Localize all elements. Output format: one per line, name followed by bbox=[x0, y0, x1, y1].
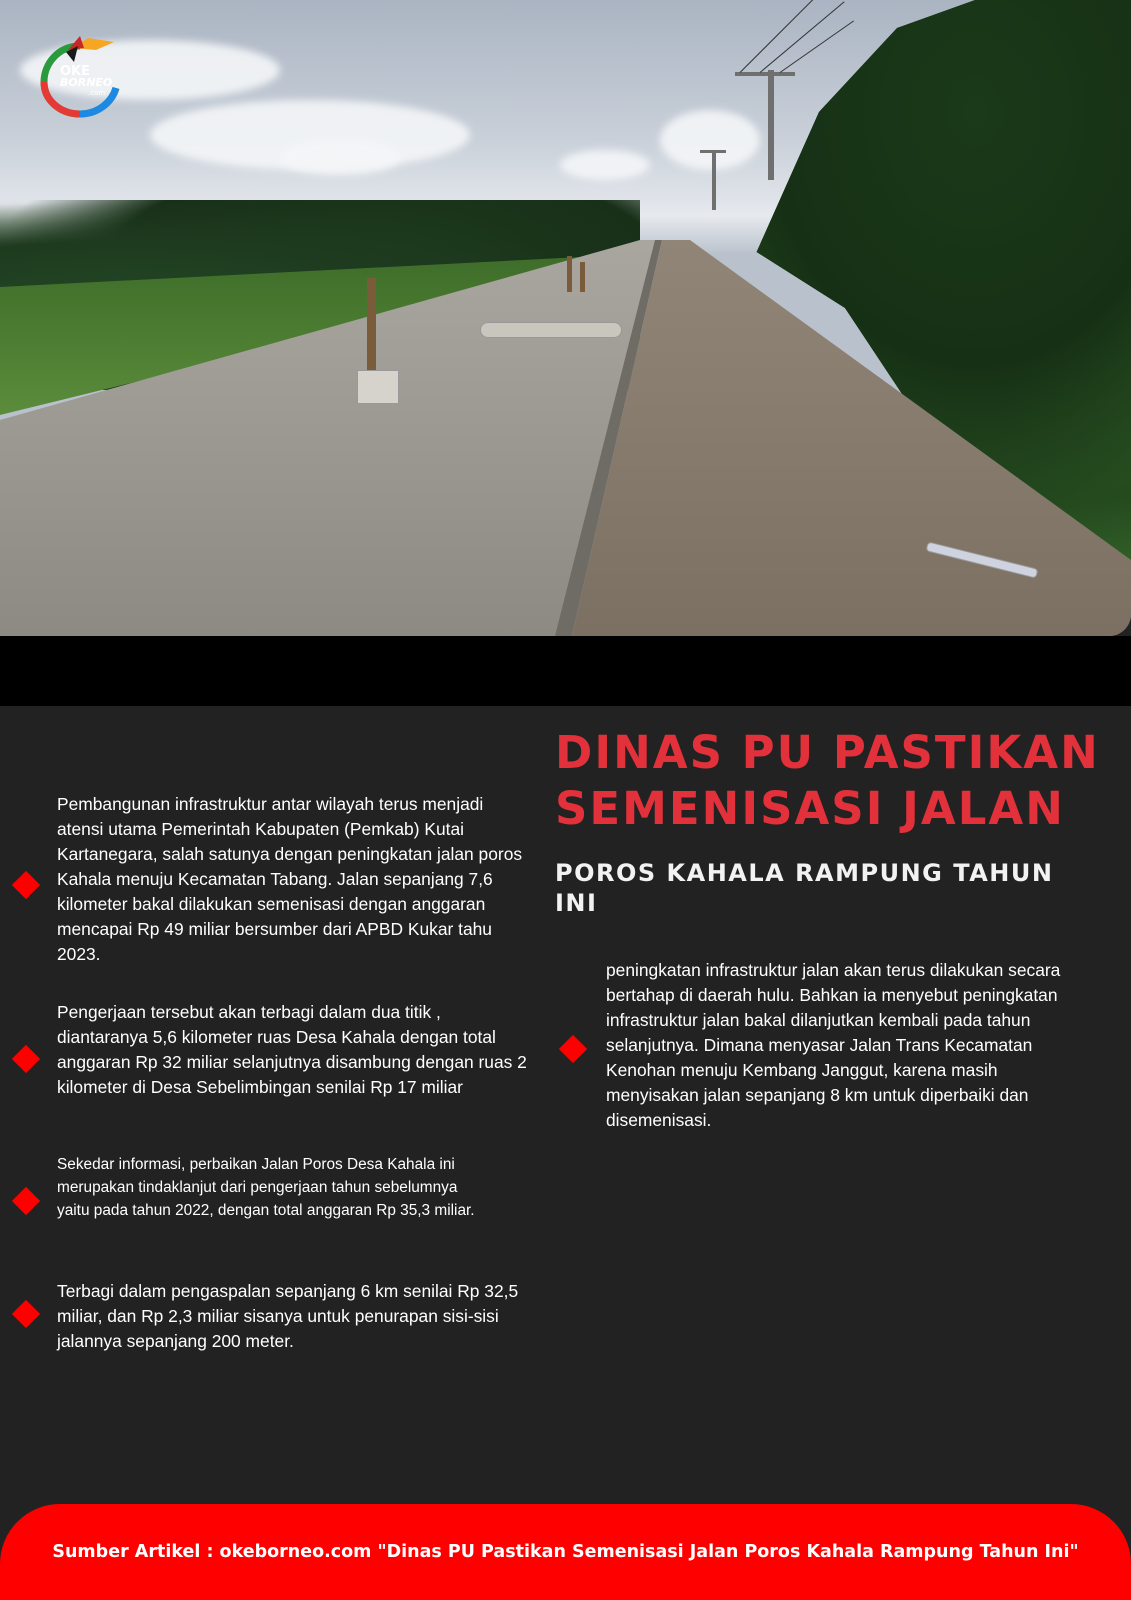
headline-line-2: SEMENISASI JALAN bbox=[555, 782, 1065, 835]
divider-band bbox=[0, 636, 1131, 706]
road-construction-photo bbox=[0, 0, 1131, 636]
logo-text-oke: OKE bbox=[60, 64, 91, 79]
diamond-bullet-icon bbox=[12, 1187, 40, 1215]
paragraph-2: Pengerjaan tersebut akan terbagi dalam dua titik , diantaranya 5,6 kilometer ruas Desa Kahala dengan total anggaran Rp 32 miliar selanjutnya disambung dengan ruas 2 kilometer di Desa Sebelimbingan senilai Rp 17 miliar bbox=[57, 1002, 527, 1097]
logo-text-com: .com bbox=[88, 89, 106, 97]
diamond-bullet-icon bbox=[12, 871, 40, 899]
headline-line-1: DINAS PU PASTIKAN bbox=[555, 726, 1100, 779]
paragraph-3: Sekedar informasi, perbaikan Jalan Poros Desa Kahala ini merupakan tindaklanjut dari pengerjaan tahun sebelumnya yaitu pada tahun 2022, dengan total anggaran Rp 35,3 miliar. bbox=[57, 1156, 475, 1219]
source-citation: Sumber Artikel : okeborneo.com "Dinas PU Pastikan Semenisasi Jalan Poros Kahala Rampung Tahun Ini" bbox=[52, 1542, 1079, 1562]
paragraph-1: Pembangunan infrastruktur antar wilayah terus menjadi atensi utama Pemerintah Kabupaten (Pemkab) Kutai Kartanegara, salah satunya dengan peningkatan jalan poros Kahala menuju Kecamatan Tabang. Jalan sepanjang 7,6 kilometer bakal dilakukan semenisasi dengan anggaran mencapai Rp 49 miliar bersumber dari APBD Kukar tahu 2023. bbox=[57, 794, 523, 964]
diamond-bullet-icon bbox=[559, 1035, 587, 1063]
diamond-bullet-icon bbox=[12, 1045, 40, 1073]
diamond-bullet-icon bbox=[12, 1300, 40, 1328]
okeborneo-logo bbox=[40, 34, 120, 118]
headline bbox=[555, 725, 1115, 837]
paragraph-4: Terbagi dalam pengaspalan sepanjang 6 km senilai Rp 32,5 miliar, dan Rp 2,3 miliar sisanya untuk penurapan sisi-sisi jalannya sepanjang 200 meter. bbox=[57, 1281, 519, 1351]
subheadline: POROS KAHALA RAMPUNG TAHUN INI bbox=[555, 859, 1054, 917]
paragraph-right: peningkatan infrastruktur jalan akan terus dilakukan secara bertahap di daerah hulu. Bahkan ia menyebut peningkatan infrastruktur jalan bakal dilanjutkan kembali pada tahun selanjutnya. Dimana menyasar Jalan Trans Kecamatan Kenohan menuju Kembang Janggut, karena masih menyisakan jalan sepanjang 8 km untuk diperbaiki dan disemenisasi. bbox=[606, 960, 1061, 1130]
logo-text-borneo: BORNEO bbox=[60, 76, 113, 89]
